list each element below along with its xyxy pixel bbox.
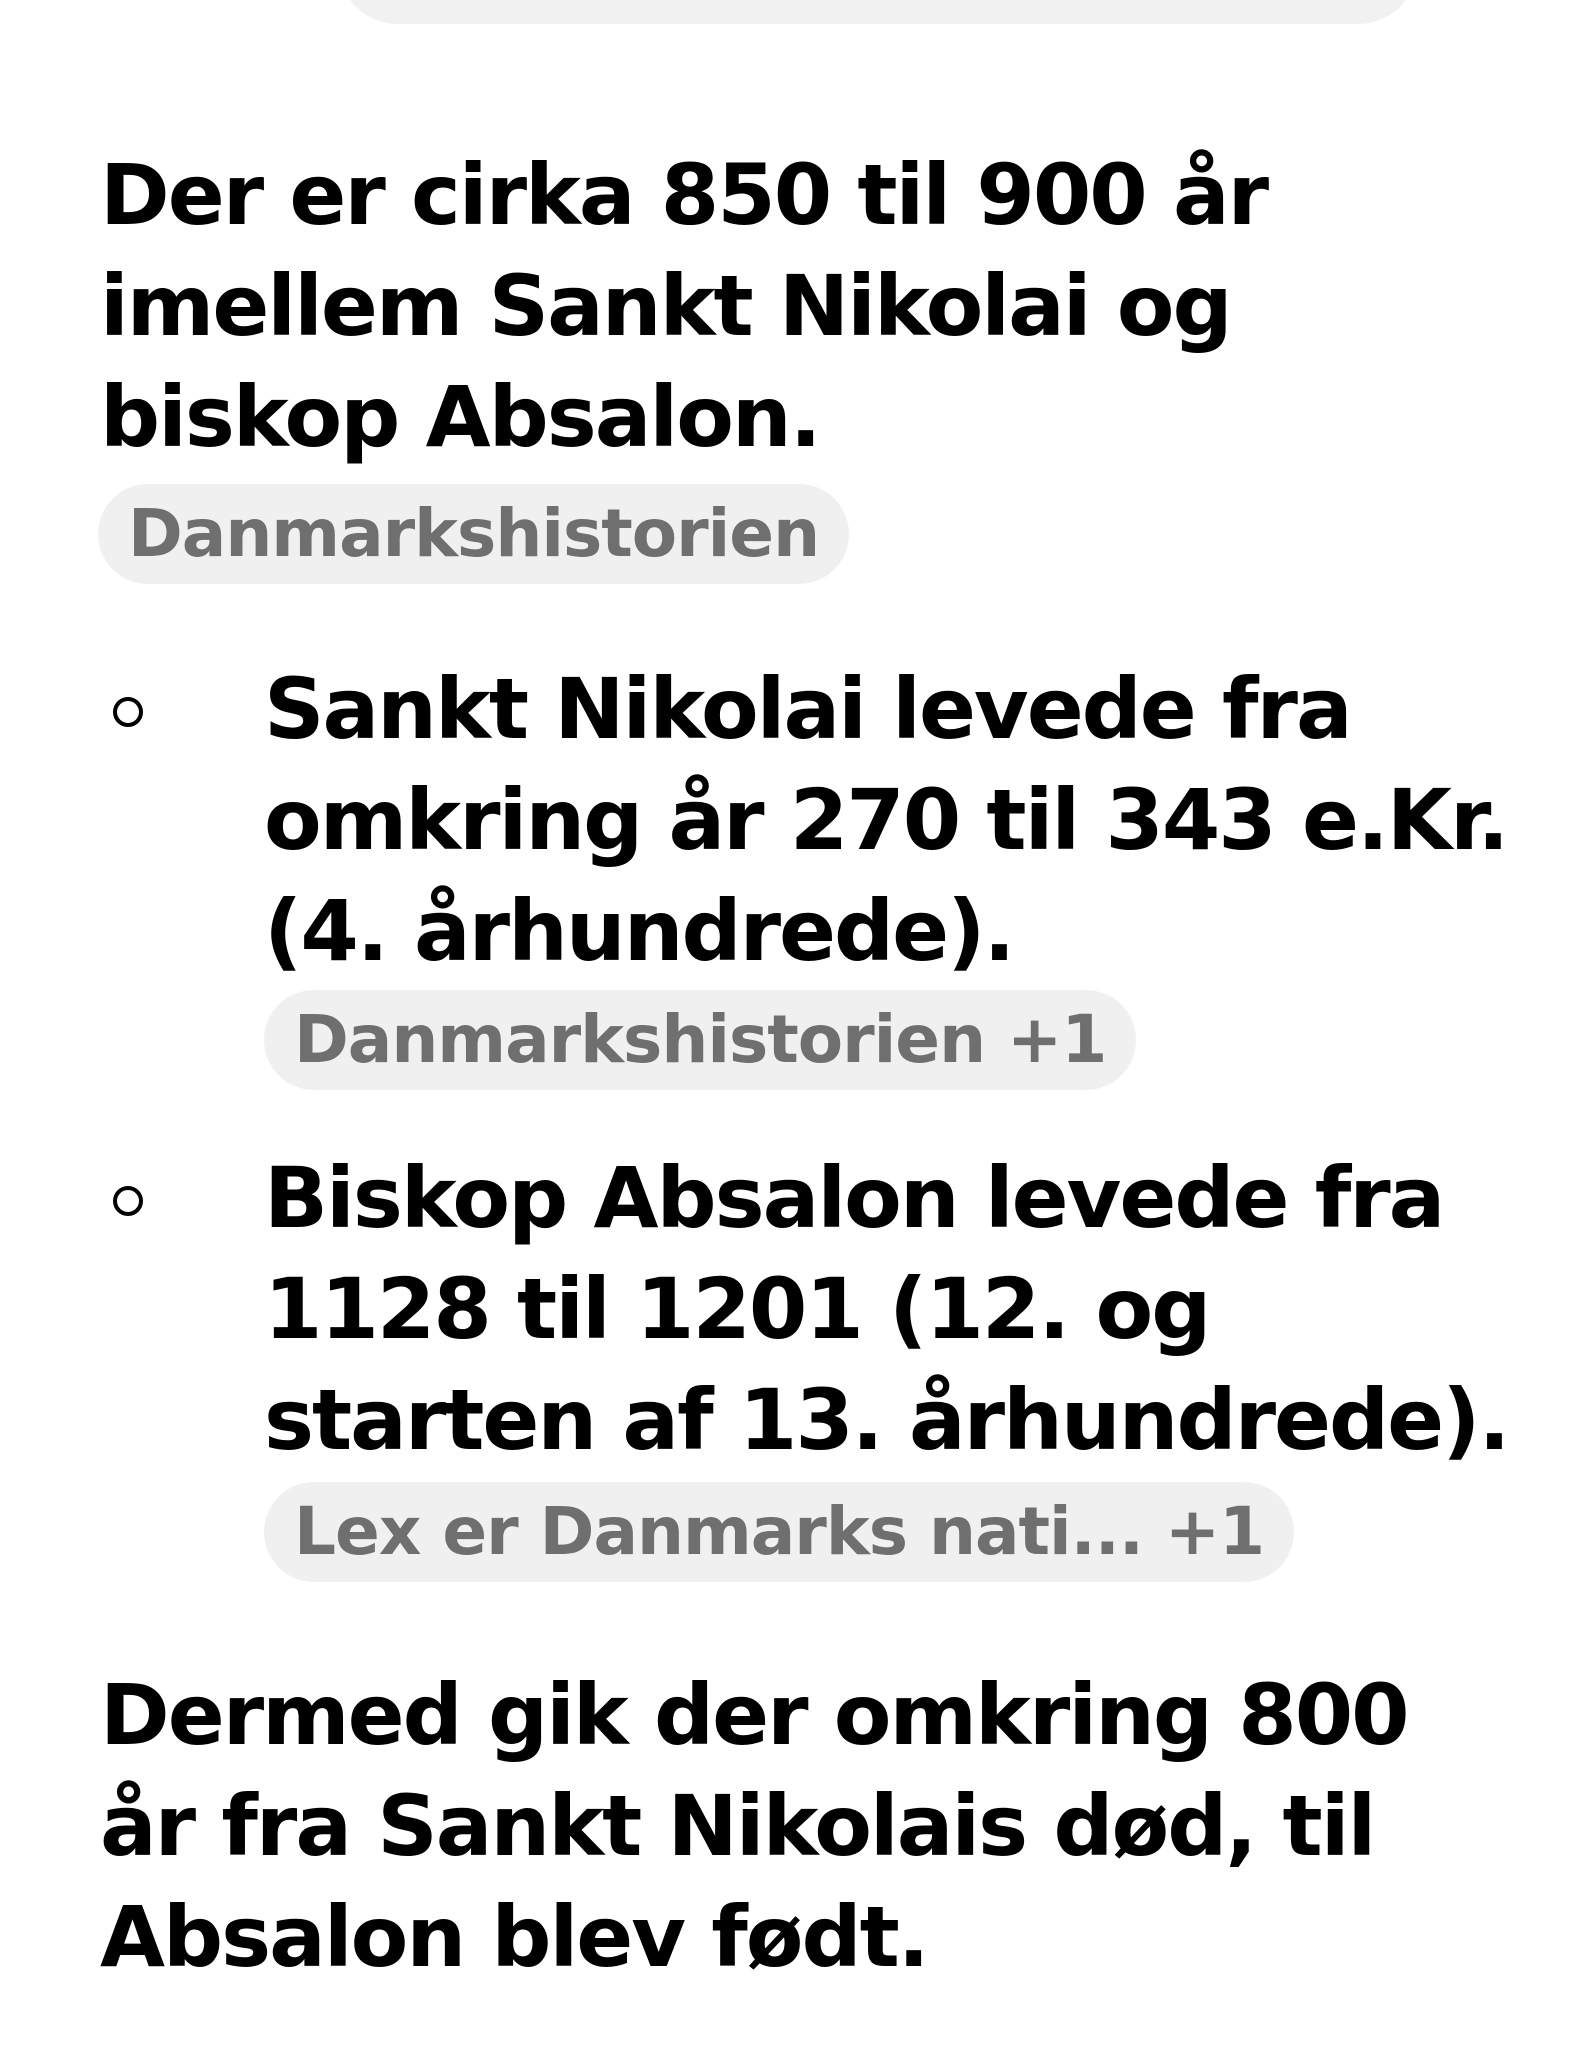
source-chip-absalon[interactable]: Lex er Danmarks nati... +1 (264, 1482, 1294, 1582)
source-chip-danmarkshistorien[interactable]: Danmarkshistorien (98, 484, 849, 584)
intro-paragraph: Der er cirka 850 til 900 år imellem Sankt Nikolai og biskop Absalon. (100, 146, 1268, 466)
bullet-circle-icon (113, 1186, 143, 1216)
list-item-absalon: Biskop Absalon levede fra 1128 til 1201 (12. og starten af 13. århundrede). (264, 1149, 1509, 1469)
list-item-sankt-nikolai: Sankt Nikolai levede fra omkring år 270 til 343 e.Kr. (4. århundrede). (264, 660, 1508, 980)
source-chip-sankt-nikolai[interactable]: Danmarkshistorien +1 (264, 990, 1136, 1090)
conclusion-paragraph: Dermed gik der omkring 800 år fra Sankt Nikolais død, til Absalon blev født. (100, 1666, 1408, 1986)
bullet-circle-icon (113, 697, 143, 727)
